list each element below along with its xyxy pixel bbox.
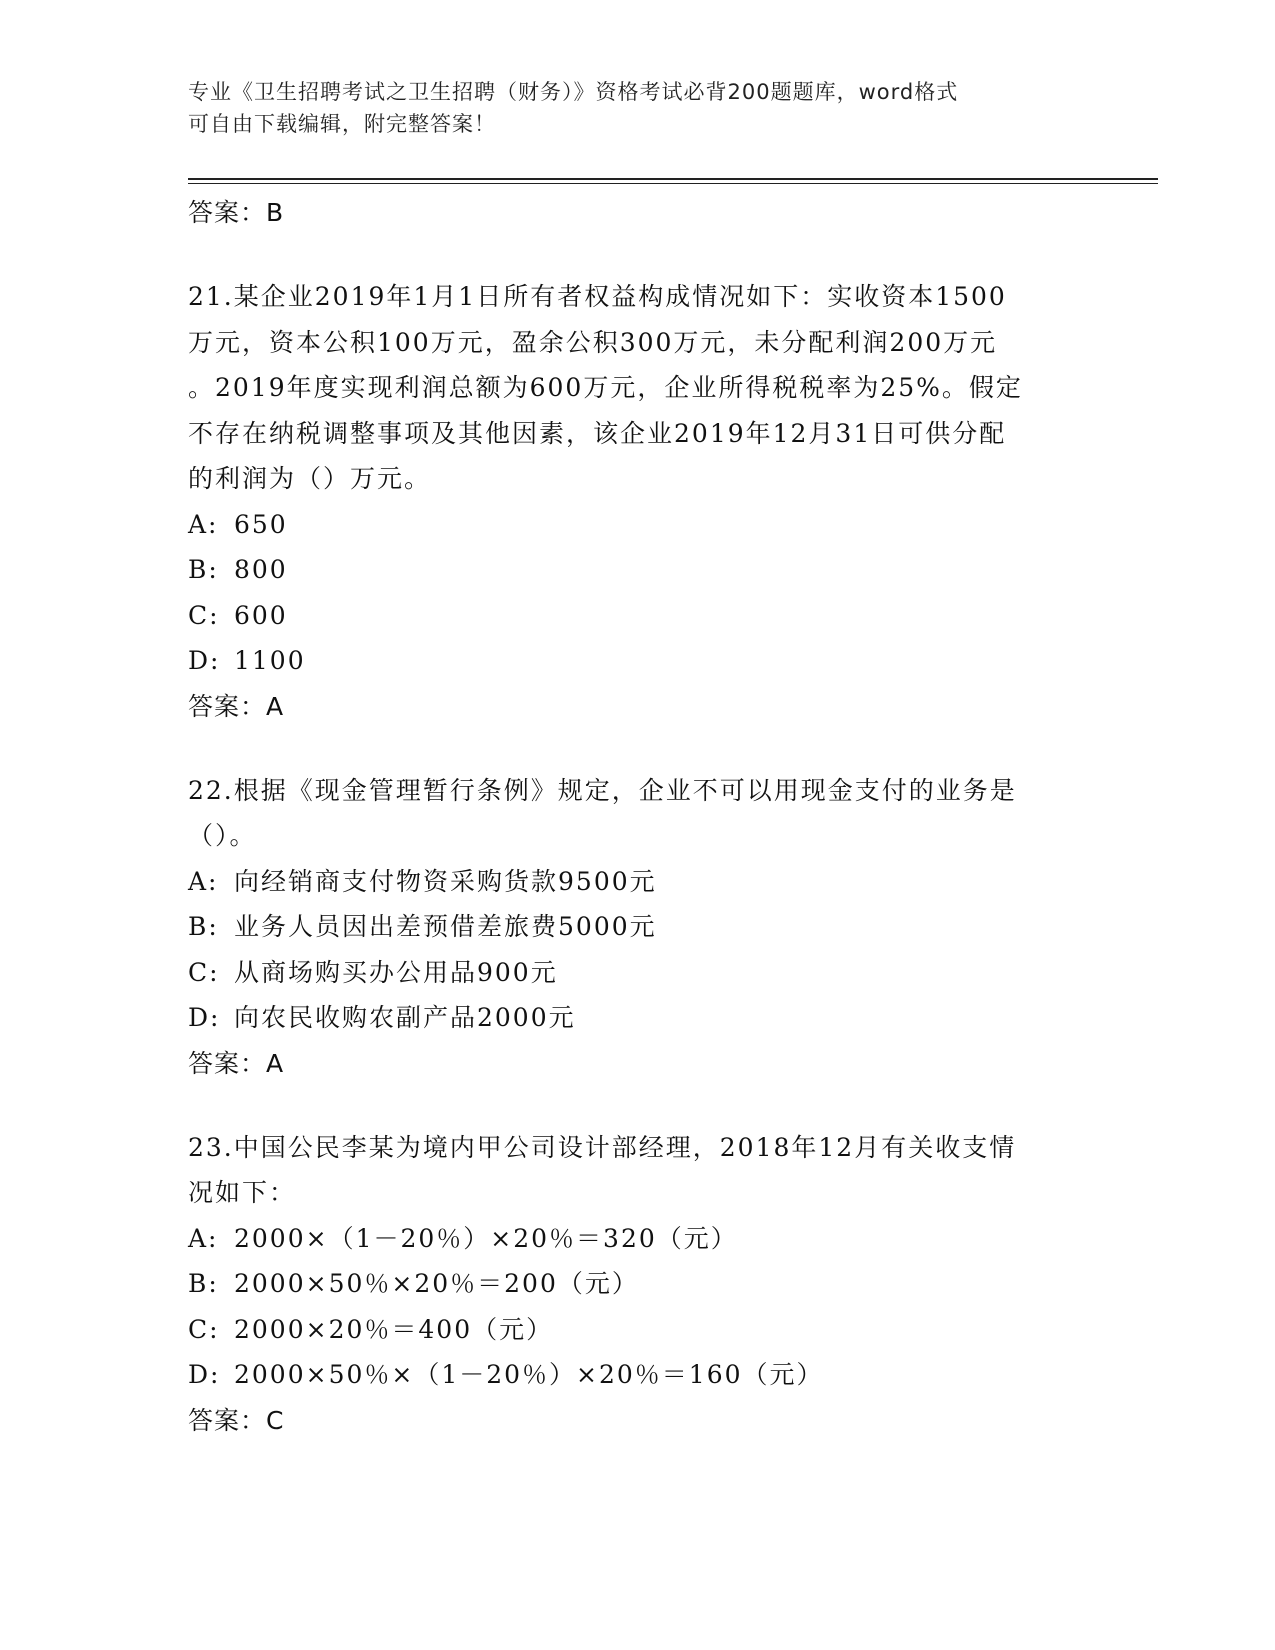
option-letter: B: (188, 1269, 219, 1298)
question-line: 的利润为（）万元。 (188, 464, 432, 493)
option-letter: B: (188, 912, 219, 941)
option-d (188, 1352, 1088, 1398)
option-text: 2000×50％×（1－20％）×20％＝160（元） (234, 1360, 824, 1389)
answer: 答案：A (188, 691, 285, 721)
option-letter: D: (188, 1360, 221, 1389)
option-letter: A: (188, 1223, 219, 1253)
header-line-1: 专业《卫生招聘考试之卫生招聘（财务）》资格考试必背200题题库，word格式 (188, 80, 959, 104)
option-a (188, 502, 1088, 548)
option-b (188, 547, 1088, 593)
option-d (188, 638, 1088, 684)
option-c (188, 950, 1088, 996)
option-text: 600 (234, 600, 288, 630)
option-text: 向农民收购农副产品2000元 (234, 1003, 576, 1032)
option-text: 从商场购买办公用品900元 (234, 957, 558, 987)
question-line: 22.根据《现金管理暂行条例》规定，企业不可以用现金支付的业务是 (188, 775, 1017, 805)
header-divider (188, 178, 1158, 180)
option-a (188, 859, 1088, 905)
option-d (188, 995, 1088, 1041)
option-text: 业务人员因出差预借差旅费5000元 (234, 912, 657, 941)
option-letter: A: (188, 866, 219, 896)
header-divider-thin (188, 183, 1158, 184)
option-a (188, 1216, 1088, 1262)
answer: 答案：C (188, 1405, 285, 1435)
question-23 (188, 1125, 1088, 1444)
option-b (188, 904, 1088, 950)
question-stem (188, 1125, 1088, 1216)
option-text: 向经销商支付物资采购货款9500元 (234, 866, 657, 896)
question-line: 不存在纳税调整事项及其他因素，该企业2019年12月31日可供分配 (188, 418, 1007, 448)
option-text: 800 (234, 555, 288, 584)
option-text: 1100 (234, 646, 306, 675)
option-letter: D: (188, 1003, 221, 1032)
question-line: 。2019年度实现利润总额为600万元，企业所得税税率为25%。假定 (188, 373, 1023, 402)
option-letter: C: (188, 957, 220, 987)
option-text: 2000×20％＝400（元） (234, 1314, 554, 1344)
question-line: 万元，资本公积100万元，盈余公积300万元，未分配利润200万元 (188, 327, 998, 357)
option-text: 650 (234, 509, 288, 539)
option-letter: A: (188, 509, 219, 539)
option-letter: C: (188, 600, 220, 630)
document-body (188, 190, 1088, 1444)
option-text: 2000×（1－20％）×20％＝320（元） (234, 1223, 738, 1253)
answer: 答案：A (188, 1048, 285, 1078)
question-line: 23.中国公民李某为境内甲公司设计部经理，2018年12月有关收支情 (188, 1132, 1017, 1162)
option-letter: D: (188, 646, 221, 675)
question-stem (188, 768, 1088, 859)
option-text: 2000×50％×20％＝200（元） (234, 1269, 639, 1298)
option-b (188, 1261, 1088, 1307)
option-c (188, 1307, 1088, 1353)
question-line: （）。 (188, 821, 257, 850)
question-line: 况如下： (188, 1178, 297, 1207)
question-stem (188, 274, 1088, 502)
option-c (188, 593, 1088, 639)
question-22 (188, 768, 1088, 1087)
header-line-2: 可自由下载编辑，附完整答案！ (188, 112, 496, 136)
option-letter: B: (188, 555, 219, 584)
question-line: 21.某企业2019年1月1日所有者权益构成情况如下：实收资本1500 (188, 282, 1007, 311)
question-21 (188, 274, 1088, 730)
option-letter: C: (188, 1314, 220, 1344)
previous-answer: 答案：B (188, 198, 285, 227)
page-header (188, 76, 1068, 140)
